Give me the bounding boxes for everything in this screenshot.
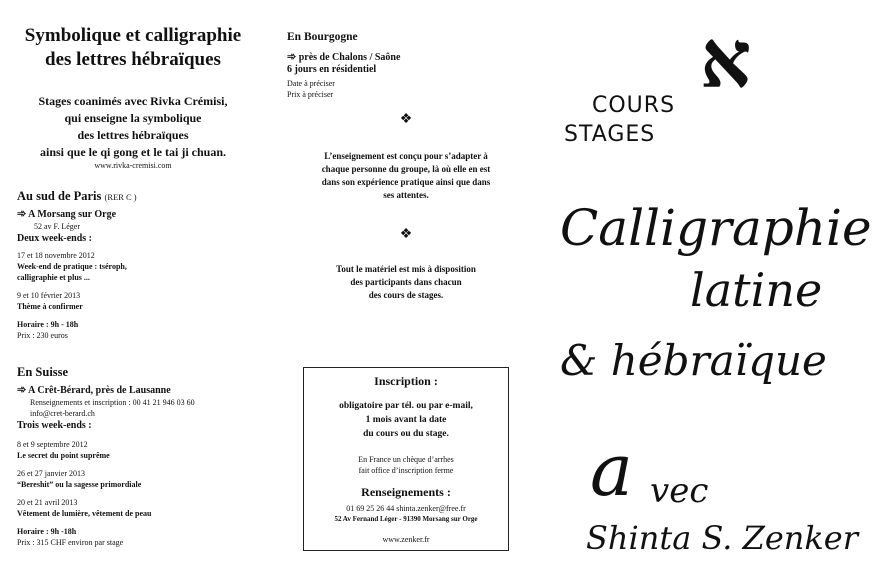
note-line: En France un chèque d’arrhes (358, 455, 454, 464)
paris-hours: Horaire : 9h - 18h (17, 320, 79, 329)
paris-weekends-label: Deux week-ends : (17, 233, 92, 244)
suisse-weekends-label: Trois week-ends : (17, 420, 92, 431)
ornament-icon: ❖ (399, 112, 413, 127)
paris-event2-title: Thème à confirmer (17, 302, 83, 311)
paragraph-line: ses attentes. (383, 190, 429, 200)
paragraph-line: chaque personne du groupe, là où elle en est (321, 164, 491, 174)
paragraph-line: Tout le matériel est mis à disposition (336, 264, 476, 274)
intro-text (12, 93, 254, 161)
paris-heading-note: (RER C ) (104, 192, 137, 202)
inscription-box (303, 367, 509, 551)
suisse-event2-date: 26 et 27 janvier 2013 (17, 469, 85, 478)
paragraph-line: L’enseignement est conçu pour s’adapter à (324, 151, 488, 161)
paragraph-line: dans son expérience pratique ainsi que dans (321, 177, 491, 187)
cover-panel (542, 0, 872, 575)
left-panel (0, 0, 270, 575)
suisse-event3-title: Vêtement de lumière, vêtement de peau (17, 509, 152, 518)
rivka-website: www.rivka-cremisi.com (94, 161, 172, 170)
paris-event1-title-cont: calligraphie et plus ... (17, 273, 90, 282)
suisse-heading: En Suisse (17, 365, 69, 379)
bourgogne-location-text: près de Chalons / Saône (298, 52, 401, 63)
bourgogne-date: Date à préciser (287, 79, 335, 88)
inscription-line: du cours ou du stage. (363, 429, 449, 439)
latine-title: latine (690, 263, 823, 317)
info-heading: Renseignements : (361, 485, 451, 499)
suisse-event3-date: 20 et 21 avril 2013 (17, 498, 78, 507)
suisse-email: info@cret-berard.ch (30, 409, 95, 418)
bourgogne-residential: 6 jours en résidentiel (287, 64, 377, 75)
suisse-location (17, 383, 171, 396)
paris-location (17, 207, 116, 220)
contact-address: 52 Av Fernand Léger - 91390 Morsang sur Orge (334, 515, 478, 523)
bourgogne-price: Prix à préciser (287, 90, 334, 99)
suisse-location-text: A Crêt-Bérard, près de Lausanne (28, 385, 171, 396)
paris-event2-date: 9 et 10 février 2013 (17, 291, 81, 300)
arrow-icon: ➾ (17, 208, 27, 220)
avec-a: a (590, 428, 633, 512)
inscription-note (304, 454, 508, 476)
paris-heading (17, 189, 137, 204)
paris-address: 52 av F. Léger (34, 222, 81, 231)
inscription-text (304, 399, 508, 441)
inscription-line: obligatoire par tél. ou par e-mail, (339, 401, 473, 411)
intro-line: ainsi que le qi gong et le tai ji chuan. (39, 145, 227, 159)
inscription-heading: Inscription : (374, 374, 438, 388)
paris-event1-title: Week-end de pratique : tséroph, (17, 262, 127, 271)
calligraphie-title: Calligraphie (560, 199, 872, 257)
hebraique-title: & hébraïque (560, 336, 827, 385)
paris-price: Prix : 230 euros (17, 331, 68, 340)
inscription-line: 1 mois avant la date (365, 415, 447, 425)
suisse-event1-date: 8 et 9 septembre 2012 (17, 440, 88, 449)
zenker-website: www.zenker.fr (382, 535, 430, 544)
title-line-2: des lettres hébraïques (45, 49, 221, 70)
arrow-icon: ➾ (287, 51, 297, 63)
bourgogne-location (287, 50, 400, 63)
paragraph-line: des cours de stages. (368, 290, 444, 300)
paris-heading-text: Au sud de Paris (17, 189, 102, 203)
avec-rest: vec (650, 471, 709, 511)
paris-location-text: A Morsang sur Orge (28, 209, 117, 220)
paragraph-line: des participants dans chacun (350, 277, 462, 287)
note-line: fait office d’inscription ferme (358, 466, 454, 475)
suisse-hours: Horaire : 9h -18h (17, 527, 77, 536)
paris-event1-date: 17 et 18 novembre 2012 (17, 251, 95, 260)
ornament-icon: ❖ (399, 227, 413, 242)
bourgogne-heading: En Bourgogne (287, 31, 358, 43)
suisse-contact: Renseignements et inscription : 00 41 21 946 03 60 (30, 398, 195, 407)
intro-line: des lettres hébraïques (77, 128, 189, 142)
material-paragraph (284, 263, 528, 302)
stages-label: STAGES (564, 122, 656, 147)
phone-email: 01 69 25 26 44 shinta.zenker@free.fr (346, 504, 466, 513)
aleph-icon: א (700, 12, 752, 106)
intro-line: Stages coanimés avec Rivka Crémisi, (38, 94, 228, 108)
cours-label: COURS (592, 93, 676, 118)
title-line-1: Symbolique et calligraphie (24, 25, 242, 46)
middle-panel (270, 0, 542, 575)
suisse-price: Prix : 315 CHF environ par stage (17, 538, 124, 547)
main-title (12, 24, 254, 72)
arrow-icon: ➾ (17, 384, 27, 396)
teaching-paragraph (284, 150, 528, 202)
author-name: Shinta S. Zenker (586, 519, 859, 557)
intro-line: qui enseigne la symbolique (64, 111, 202, 125)
suisse-event2-title: “Bereshit” ou la sagesse primordiale (17, 480, 142, 489)
suisse-event1-title: Le secret du point suprême (17, 451, 110, 460)
